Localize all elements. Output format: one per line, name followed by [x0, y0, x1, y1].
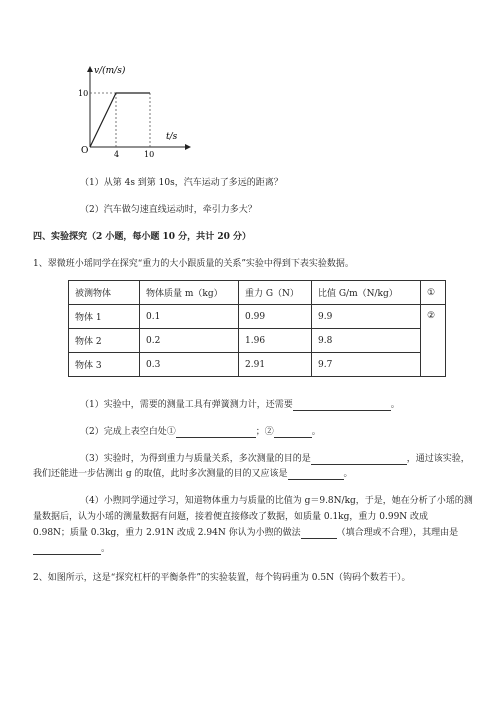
- subquestion-3-line-1: （3）实验时，为得到重力与质量关系，多次测量的目的是 ，通过该实验，: [80, 454, 470, 464]
- table-cell: 9.9: [312, 305, 421, 329]
- table-cell: 9.7: [312, 353, 421, 377]
- velocity-line: [90, 93, 150, 147]
- answer-blank: [274, 427, 312, 438]
- table-cell-blank-2: ②: [421, 305, 446, 377]
- subquestion-4-line-2: 量数据后，认为小瑶的测量数据有问题，接着便直接修改了数据，如质量 0.1kg，重力 0.99N 改成: [33, 512, 429, 522]
- subquestion-4-line-3: 0.98N；质量 0.3kg，重力 2.91N 改成 2.94N 你认为小煦的做法 （填合理或不合理），其理由是: [33, 528, 459, 538]
- problem-2-intro: 2、如图所示，这是“探究杠杆的平衡条件”的实验装置，每个钩码重为 0.5N（钩码个数若干）。: [33, 573, 411, 583]
- subquestion-4-line-4: 。: [33, 543, 110, 555]
- table-row: [69, 353, 446, 377]
- table-cell: 0.1: [140, 305, 239, 329]
- table-cell: 物体 1: [69, 305, 140, 329]
- table-cell: 0.3: [140, 353, 239, 377]
- table-cell: 0.2: [140, 329, 239, 353]
- problem-1-intro: 1、翠微班小瑶同学在探究“重力的大小跟质量的关系”实验中得到下表实验数据。: [33, 259, 354, 269]
- table-header: 被测物体: [69, 281, 140, 305]
- origin-label: O: [81, 146, 89, 156]
- subquestion-4-line-1: （4）小煦同学通过学习，知道物体重力与质量的比值为 g＝9.8N/kg，于是，她在分析了小瑶的测: [80, 496, 473, 506]
- table-header: 重力 G（N）: [239, 281, 312, 305]
- x-axis-label: t/s: [166, 132, 178, 142]
- answer-blank: [176, 427, 256, 438]
- table-row: [69, 329, 446, 353]
- table-cell: 0.99: [239, 305, 312, 329]
- answer-blank: [33, 544, 101, 555]
- table-cell: 2.91: [239, 353, 312, 377]
- section-title: 四、实验探究（2 小题，每小题 10 分，共计 20 分）: [33, 232, 251, 242]
- question-2: （2）汽车做匀速直线运动时，牵引力多大？: [80, 205, 257, 215]
- table-header-row: [69, 281, 446, 305]
- table-row: [69, 305, 446, 329]
- table-cell: 9.8: [312, 329, 421, 353]
- subquestion-2: （2）完成上表空白处① ；② 。: [80, 427, 321, 437]
- y-tick-label: 10: [78, 89, 89, 98]
- table-header: 比值 G/m（N/kg）: [312, 281, 421, 305]
- x-tick-label: 10: [144, 150, 155, 159]
- data-table: [68, 280, 446, 377]
- x-tick-label: 4: [114, 150, 120, 159]
- y-axis-label: v/(m/s): [94, 66, 126, 76]
- answer-blank: [293, 400, 391, 411]
- subquestion-3-line-2: 我们还能进一步估测出 g 的取值，此时多次测量的目的又应该是 。: [33, 469, 353, 479]
- question-1: （1）从第 4s 到第 10s，汽车运动了多远的距离？: [80, 178, 283, 188]
- table-header-blank-1: ①: [421, 281, 446, 305]
- table-cell: 物体 3: [69, 353, 140, 377]
- velocity-time-graph: [70, 55, 200, 165]
- subquestion-1: （1）实验中，需要的测量工具有弹簧测力计，还需要 。: [80, 400, 400, 410]
- table-header: 物体质量 m（kg）: [140, 281, 239, 305]
- answer-blank: [288, 469, 344, 480]
- table-cell: 物体 2: [69, 329, 140, 353]
- answer-blank: [311, 454, 407, 465]
- answer-blank: [301, 528, 337, 539]
- table-cell: 1.96: [239, 329, 312, 353]
